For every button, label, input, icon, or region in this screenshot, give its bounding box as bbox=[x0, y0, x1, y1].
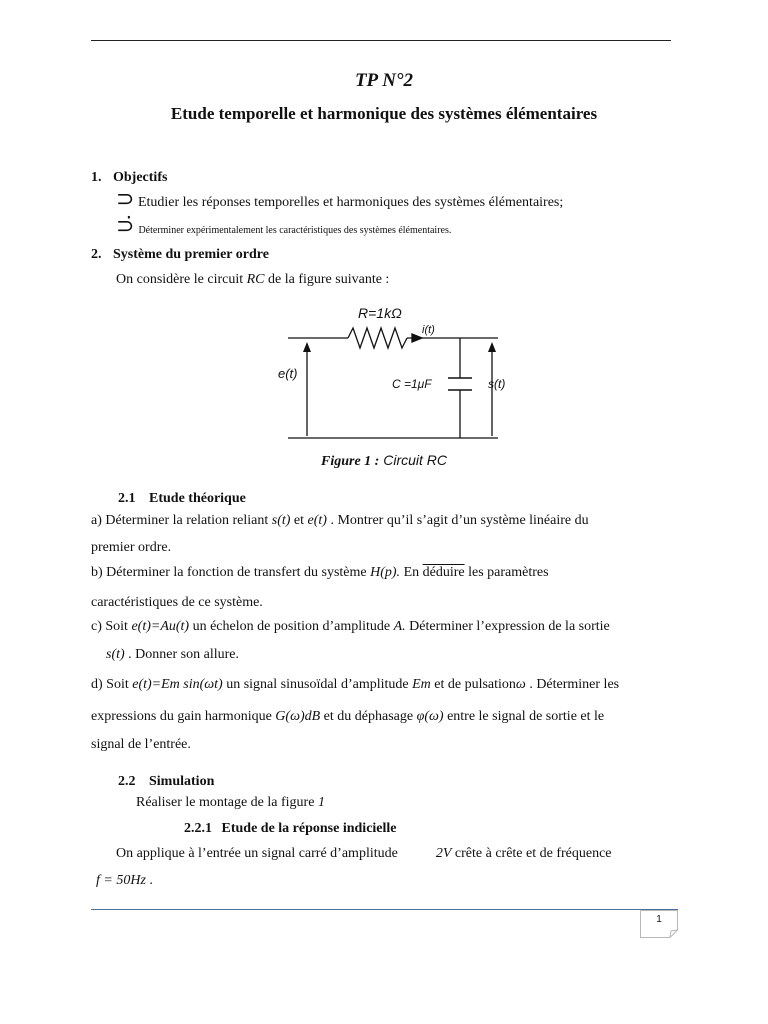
page-subtitle: Etude temporelle et harmonique des systèmes élémentaires bbox=[170, 104, 598, 123]
bullet-1-icon: ⊃ bbox=[116, 187, 135, 212]
input-label: e(t) bbox=[278, 366, 298, 381]
input-arrow-head bbox=[303, 342, 311, 352]
current-label: i(t) bbox=[422, 324, 435, 336]
page-title: TP N°2 bbox=[354, 70, 414, 91]
current-arrow bbox=[412, 334, 422, 342]
footer-rule bbox=[91, 909, 678, 910]
resistor bbox=[348, 328, 407, 348]
section-2-2-1-heading: 2.2.1 Etude de la réponse indicielle bbox=[184, 821, 397, 836]
question-d-line-2: expressions du gain harmonique G(ω)dB et du déphasage φ(ω) entre le signal de sortie et le bbox=[91, 709, 605, 724]
step-response-text-line-2: f = 50Hz . bbox=[96, 873, 153, 888]
question-b-line-1: b) Déterminer la fonction de transfert du système H(p). En déduire les paramètres bbox=[91, 565, 549, 580]
question-d-line-3: signal de l’entrée. bbox=[91, 737, 191, 752]
question-c-line-1: c) Soit e(t)=Au(t) un échelon de position d’amplitude A. Déterminer l’expression de la sortie bbox=[91, 619, 610, 634]
step-response-text-line-1: On applique à l’entrée un signal carré d’amplitude 2V crête à crête et de fréquence bbox=[116, 846, 612, 861]
objective-item-2 bbox=[116, 216, 451, 238]
section-1-number: 1. bbox=[91, 170, 102, 185]
figure-caption-text: Circuit RC bbox=[379, 452, 447, 468]
simulation-instruction: Réaliser le montage de la figure 1 bbox=[136, 795, 325, 810]
question-a-line-2: premier ordre. bbox=[91, 540, 172, 555]
objective-2-text: Déterminer expérimentalement les caractéristiques des systèmes élémentaires. bbox=[138, 225, 452, 236]
section-2-heading bbox=[91, 247, 269, 263]
section-1-title: Objectifs bbox=[113, 170, 168, 185]
question-a-line-1: a) Déterminer la relation reliant s(t) et e(t) . Montrer qu’il s’agit d’un système linéaire du bbox=[91, 513, 589, 528]
figure-caption-label: Figure 1 : bbox=[320, 454, 380, 469]
objective-1-text: Etudier les réponses temporelles et harmoniques des systèmes élémentaires; bbox=[137, 195, 564, 210]
page-number: 1 bbox=[656, 914, 662, 925]
section-1-heading bbox=[91, 170, 167, 186]
section-2-title: Système du premier ordre bbox=[113, 247, 269, 262]
section-2-2-heading: 2.2 Simulation bbox=[118, 774, 215, 789]
question-c-line-2: s(t) . Donner son allure. bbox=[106, 647, 239, 662]
figure-caption bbox=[0, 452, 768, 470]
rc-circuit-diagram bbox=[270, 298, 520, 448]
resistor-label: R=1kΩ bbox=[358, 305, 402, 321]
output-arrow-head bbox=[488, 342, 496, 352]
section-2-number: 2. bbox=[91, 247, 102, 262]
capacitor-label: C =1μF bbox=[392, 377, 432, 391]
section-2-intro: On considère le circuit RC de la figure suivante : bbox=[116, 272, 390, 287]
header-rule bbox=[91, 40, 671, 41]
objective-item-1 bbox=[116, 189, 563, 211]
bullet-2-icon: ⊃̇ bbox=[116, 214, 135, 239]
section-2-1-heading: 2.1 Etude théorique bbox=[118, 491, 246, 506]
question-b-line-2: caractéristiques de ce système. bbox=[91, 595, 263, 610]
output-label: s(t) bbox=[488, 377, 506, 391]
question-d-line-1: d) Soit e(t)=Em sin(ωt) un signal sinusoïdal d’amplitude Em et de pulsationω . Déterminer les bbox=[91, 677, 620, 692]
